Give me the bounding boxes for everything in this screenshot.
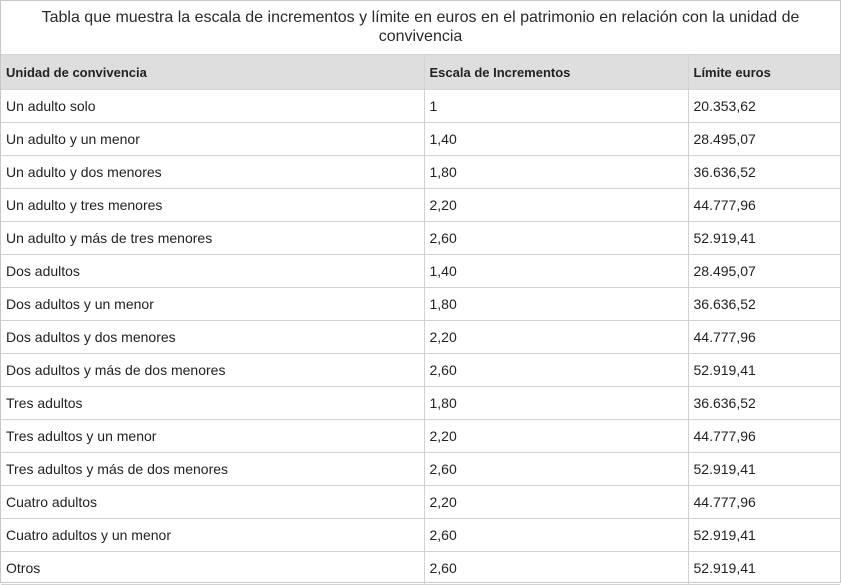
cell-unidad: Otros [1,552,424,585]
table-caption: Tabla que muestra la escala de incrementos y límite en euros en el patrimonio en relación con la unidad de convivencia [41,9,800,45]
cell-unidad: Un adulto y más de tres menores [1,222,424,255]
table-row [1,552,840,585]
cell-unidad: Cuatro adultos [1,486,424,519]
table-row [1,519,840,552]
cell-unidad: Un adulto solo [1,90,424,123]
cell-limite: 52.919,41 [688,222,840,255]
table-row [1,321,840,354]
cell-limite: 28.495,07 [688,255,840,288]
cell-limite: 52.919,41 [688,354,840,387]
cell-unidad: Dos adultos y un menor [1,288,424,321]
cell-limite: 44.777,96 [688,189,840,222]
cell-unidad: Tres adultos [1,387,424,420]
cell-escala: 2,60 [424,222,688,255]
cell-limite: 52.919,41 [688,519,840,552]
table-row [1,123,840,156]
cell-unidad: Un adulto y dos menores [1,156,424,189]
cell-unidad: Dos adultos y dos menores [1,321,424,354]
cell-escala: 1,80 [424,387,688,420]
cell-escala: 1,80 [424,288,688,321]
cell-limite: 36.636,52 [688,156,840,189]
cell-limite: 36.636,52 [688,288,840,321]
cell-limite: 20.353,62 [688,90,840,123]
cell-escala: 1,80 [424,156,688,189]
cell-escala: 1 [424,90,688,123]
cell-escala: 2,60 [424,354,688,387]
table-row [1,288,840,321]
header-row [1,55,840,90]
header-unidad-convivencia: Unidad de convivencia [1,55,424,90]
cell-limite: 44.777,96 [688,321,840,354]
table-row [1,486,840,519]
table-row [1,222,840,255]
cell-escala: 2,60 [424,453,688,486]
cell-unidad: Tres adultos y un menor [1,420,424,453]
cell-limite: 52.919,41 [688,453,840,486]
table-row [1,156,840,189]
income-limits-table [1,54,840,585]
table-header [1,55,840,90]
cell-unidad: Dos adultos [1,255,424,288]
cell-escala: 2,20 [424,321,688,354]
cell-unidad: Cuatro adultos y un menor [1,519,424,552]
cell-unidad: Un adulto y tres menores [1,189,424,222]
table-body [1,90,840,585]
table-row [1,453,840,486]
cell-unidad: Un adulto y un menor [1,123,424,156]
table-row [1,255,840,288]
table-row [1,189,840,222]
cell-escala: 1,40 [424,123,688,156]
table-row [1,354,840,387]
cell-limite: 52.919,41 [688,552,840,585]
table-row [1,90,840,123]
cell-limite: 28.495,07 [688,123,840,156]
header-limite-euros: Límite euros [688,55,840,90]
cell-escala: 2,60 [424,552,688,585]
header-escala-incrementos: Escala de Incrementos [424,55,688,90]
cell-limite: 36.636,52 [688,387,840,420]
cell-escala: 2,60 [424,519,688,552]
cell-escala: 2,20 [424,420,688,453]
cell-escala: 1,40 [424,255,688,288]
table-row [1,420,840,453]
cell-escala: 2,20 [424,486,688,519]
cell-unidad: Tres adultos y más de dos menores [1,453,424,486]
table-row [1,387,840,420]
cell-escala: 2,20 [424,189,688,222]
cell-limite: 44.777,96 [688,420,840,453]
cell-unidad: Dos adultos y más de dos menores [1,354,424,387]
cell-limite: 44.777,96 [688,486,840,519]
